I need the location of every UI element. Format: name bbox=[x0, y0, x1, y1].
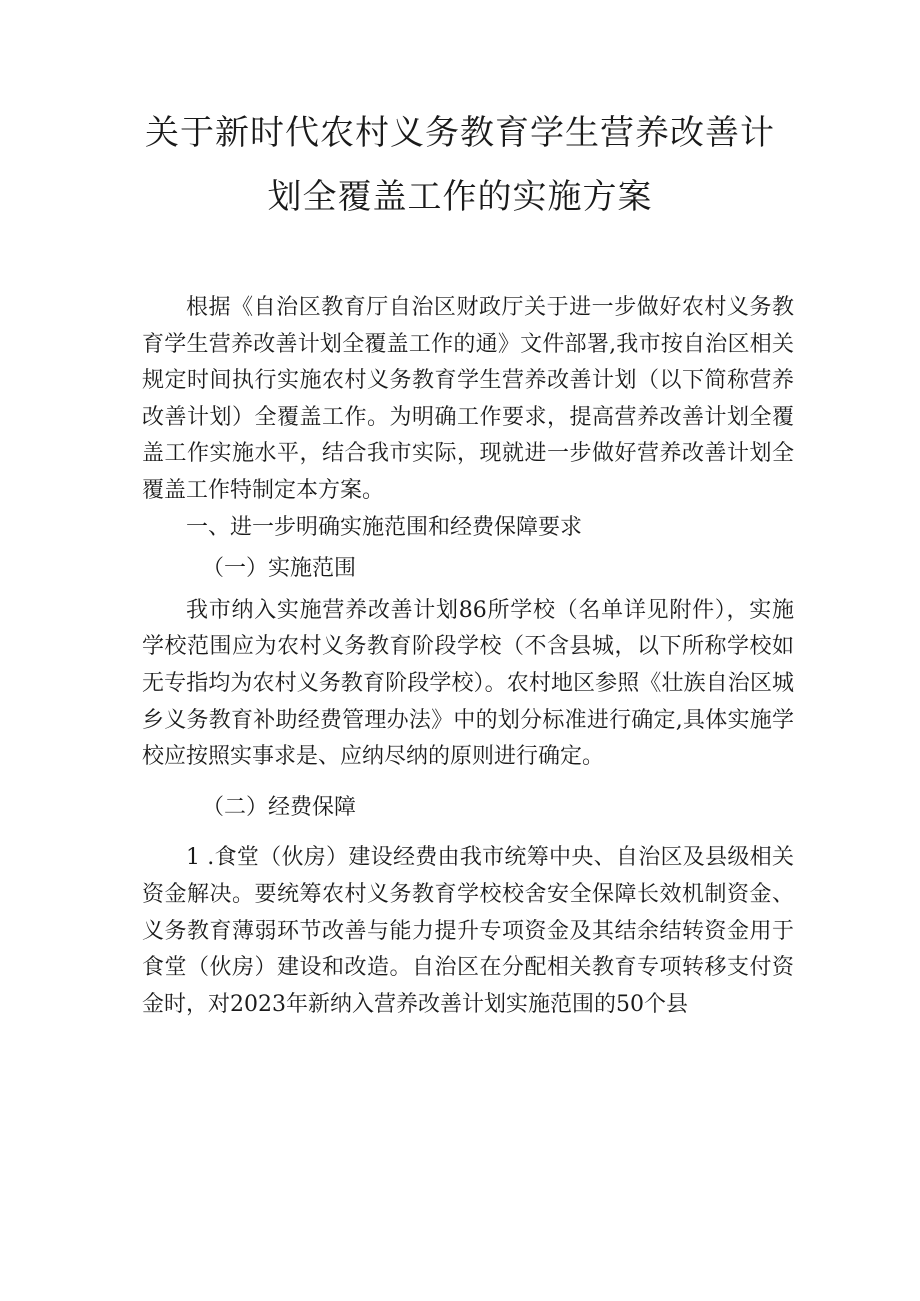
document-title-line-2: 划全覆盖工作的实施方案 bbox=[267, 177, 653, 217]
section-1-2-item-1-paragraph: 1 .食堂（伙房）建设经费由我市统筹中央、自治区及县级相关资金解决。要统筹农村义务教育学校校舍安全保障长效机制资金、义务教育薄弱环节改善与能力提升专项资金及其结余结转资金用于食堂（伙房）建设和改造。自治区在分配相关教育专项转移支付资金时，对2023年新纳入营养改善计划实施范围的50个县 bbox=[142, 845, 794, 1017]
document-body bbox=[142, 290, 794, 1023]
intro-paragraph: 根据《自治区教育厅自治区财政厅关于进一步做好农村义务教育学生营养改善计划全覆盖工作的通》文件部署,我市按自治区相关规定时间执行实施农村义务教育学生营养改善计划（以下简称营养改善计划）全覆盖工作。为明确工作要求，提高营养改善计划全覆盖工作实施水平，结合我市实际，现就进一步做好营养改善计划全覆盖工作特制定本方案。 bbox=[142, 295, 794, 503]
section-1-1-paragraph: 我市纳入实施营养改善计划86所学校（名单详见附件），实施学校范围应为农村义务教育阶段学校（不含县城，以下所称学校如无专指均为农村义务教育阶段学校）。农村地区参照《壮族自治区城乡义务教育补助经费管理办法》中的划分标准进行确定,具体实施学校应按照实事求是、应纳尽纳的原则进行确定。 bbox=[142, 597, 794, 770]
section-1-heading: 一、进一步明确实施范围和经费保障要求 bbox=[186, 514, 583, 540]
section-1-2-heading: （二）经费保障 bbox=[202, 794, 357, 820]
document-title-line-1: 关于新时代农村义务教育学生营养改善计 bbox=[145, 113, 775, 153]
section-1-1-heading: （一）实施范围 bbox=[202, 556, 357, 582]
